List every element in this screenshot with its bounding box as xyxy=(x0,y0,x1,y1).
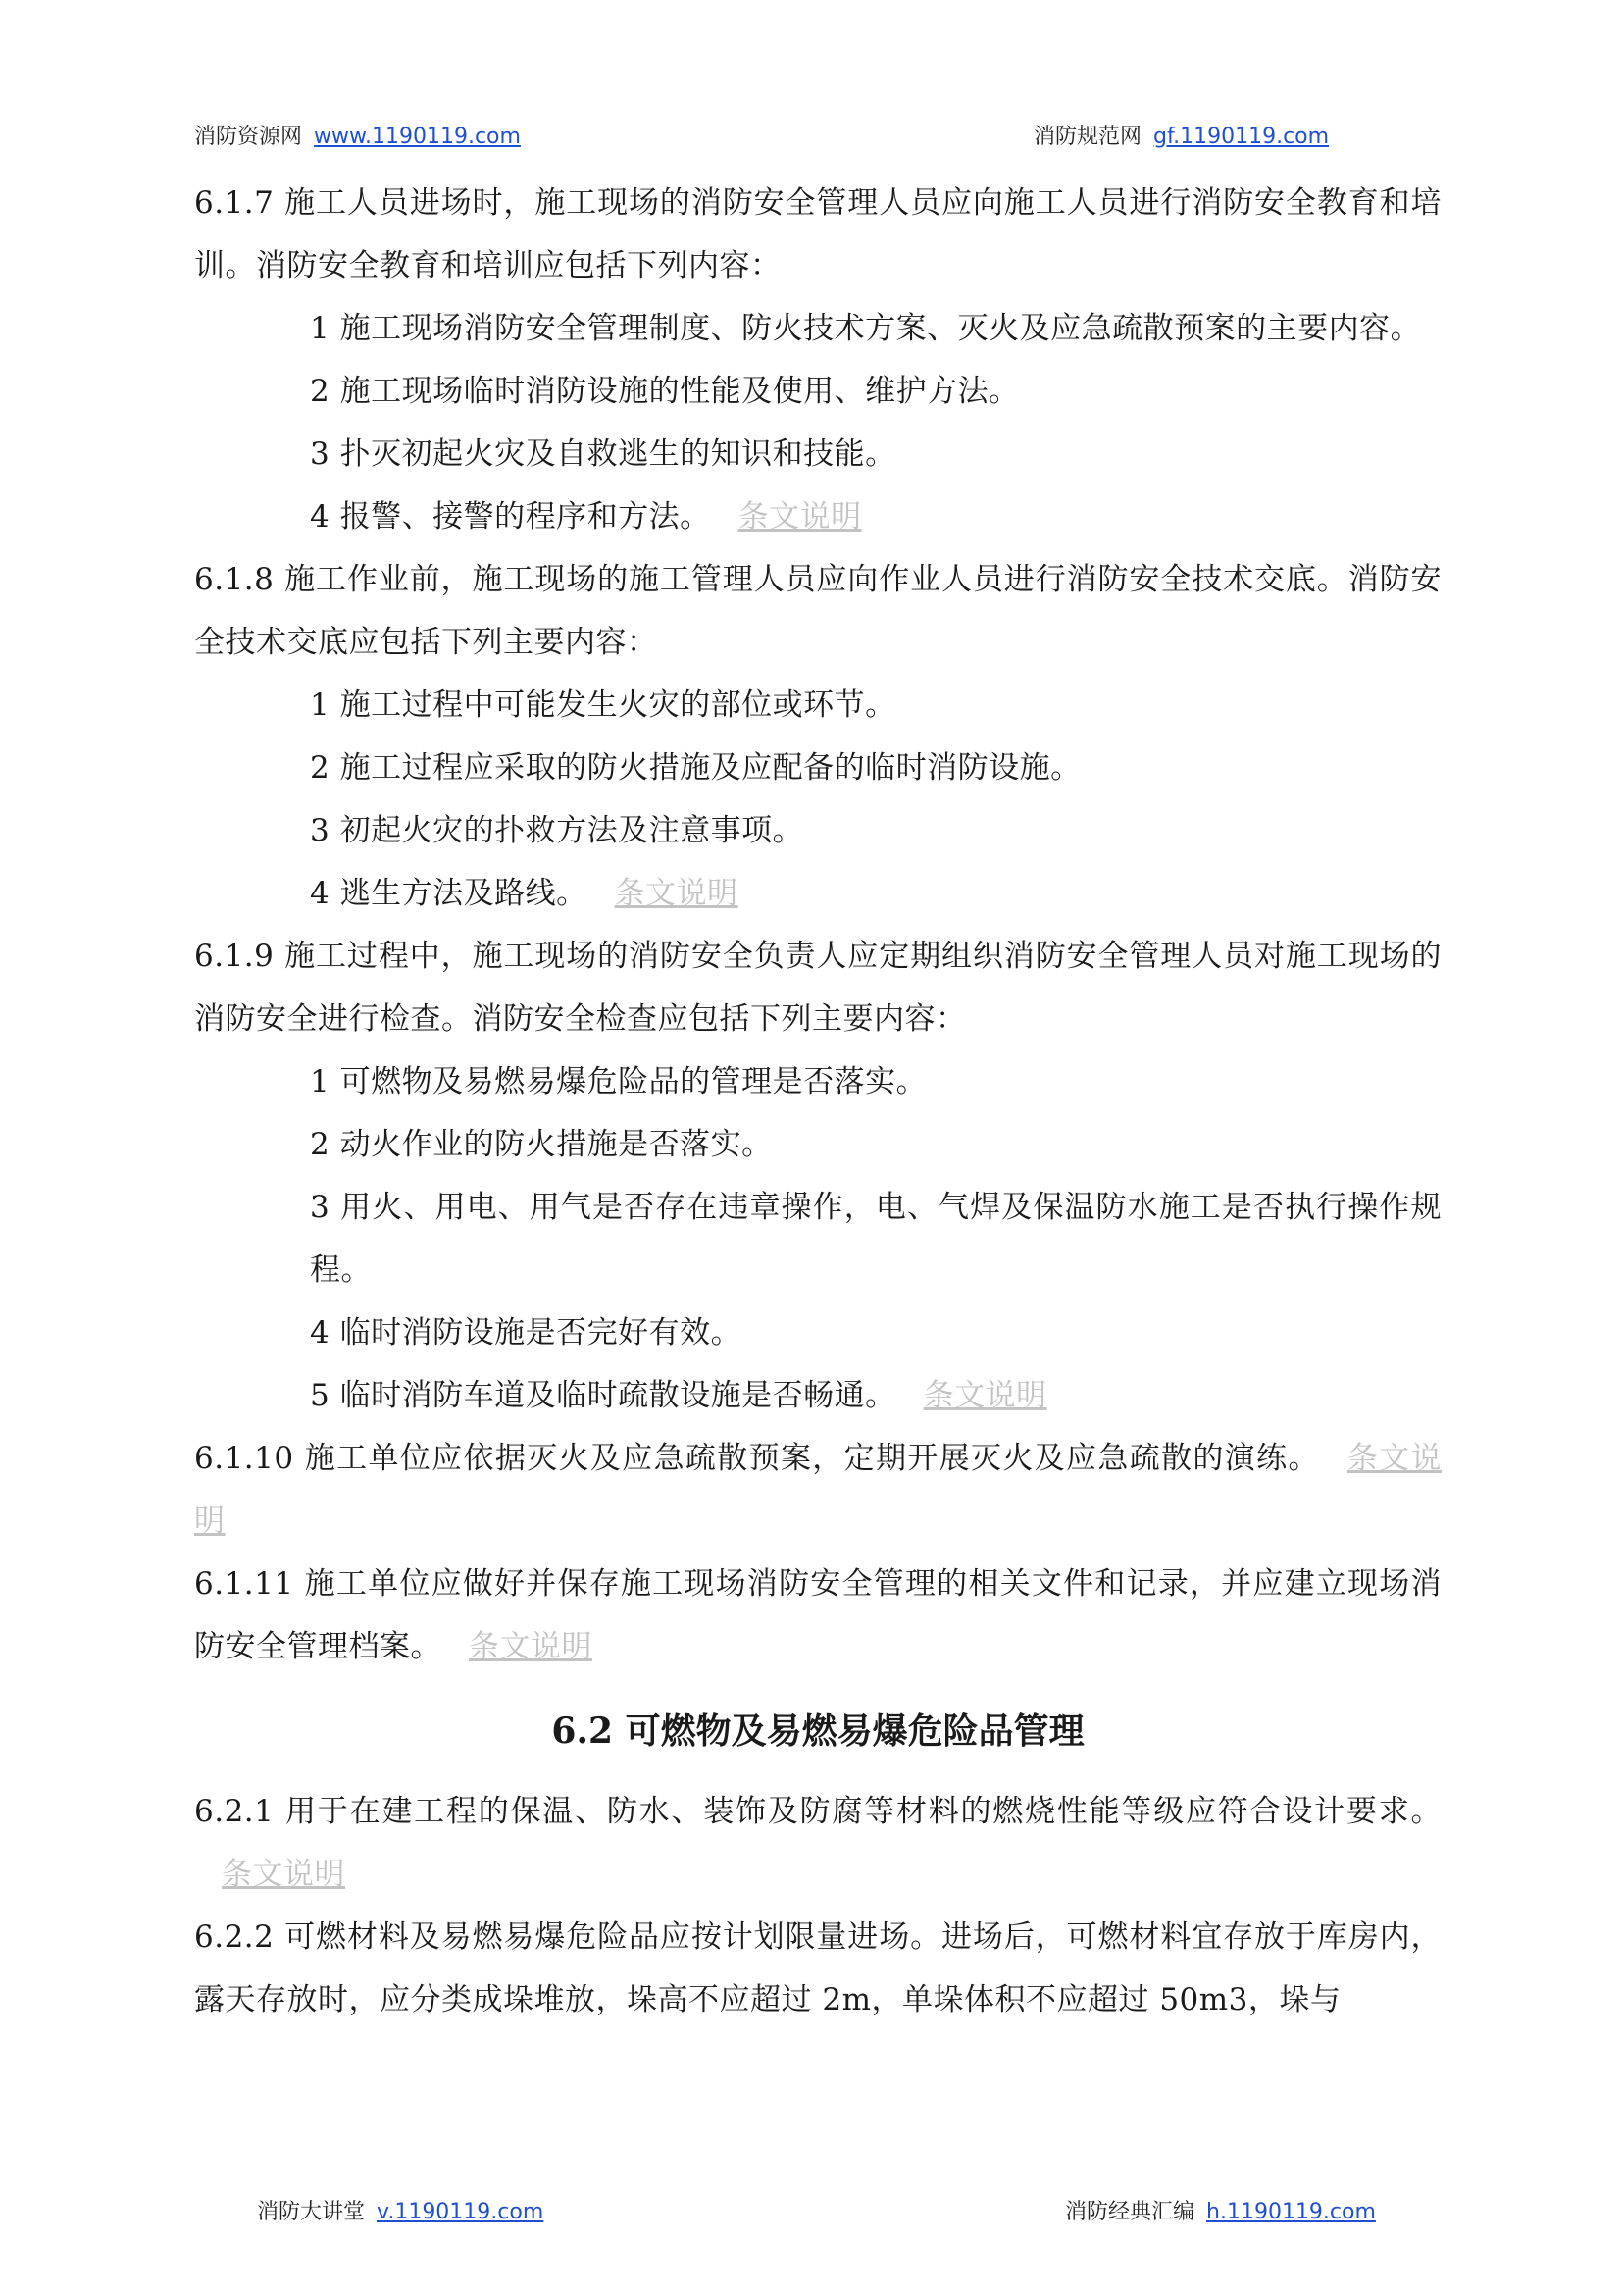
list-item xyxy=(194,737,1442,799)
list-item xyxy=(194,799,1442,862)
clause-paragraph xyxy=(194,1780,1442,1906)
page-header-right xyxy=(1034,120,1329,150)
list-item xyxy=(194,1364,1442,1427)
paragraph-text: 6.1.10 施工单位应依据灭火及应急疏散预案，定期开展灭火及应急疏散的演练。 xyxy=(194,1441,1320,1476)
footer-right-label: 消防经典汇编 xyxy=(1065,2200,1195,2224)
footer-right-link[interactable]: h.1190119.com xyxy=(1206,2200,1376,2224)
clause-explanation-link[interactable]: 条文说明 xyxy=(923,1378,1047,1413)
paragraph-text: 6.1.8 施工作业前，施工现场的施工管理人员应向作业人员进行消防安全技术交底。消防安全技术交底应包括下列主要内容： xyxy=(194,562,1442,660)
paragraph-text: 6.1.9 施工过程中，施工现场的消防安全负责人应定期组织消防安全管理人员对施工现场的消防安全进行检查。消防安全检查应包括下列主要内容： xyxy=(194,939,1442,1037)
paragraph-text: 4 临时消防设施是否完好有效。 xyxy=(310,1315,742,1351)
paragraph-text: 3 扑灭初起火灾及自救逃生的知识和技能。 xyxy=(310,436,896,472)
list-item xyxy=(194,862,1442,925)
paragraph-text: 6.2.2 可燃材料及易燃易爆危险品应按计划限量进场。进场后，可燃材料宜存放于库房内，露天存放时，应分类成垛堆放，垛高不应超过 2m，单垛体积不应超过 50m3，垛与 xyxy=(194,1919,1442,2017)
clause-explanation-link[interactable]: 条文说明 xyxy=(737,499,862,535)
clause-explanation-link[interactable]: 条文说明 xyxy=(614,876,738,911)
paragraph-text: 6.1.11 施工单位应做好并保存施工现场消防安全管理的相关文件和记录，并应建立现场消防安全管理档案。 xyxy=(194,1566,1442,1664)
list-item xyxy=(194,1113,1442,1176)
list-item xyxy=(194,674,1442,737)
paragraph-text: 2 施工现场临时消防设施的性能及使用、维护方法。 xyxy=(310,374,1020,409)
footer-left-link[interactable]: v.1190119.com xyxy=(377,2200,544,2224)
paragraph-text: 4 报警、接警的程序和方法。 xyxy=(310,499,711,535)
paragraph-text: 6.1.7 施工人员进场时，施工现场的消防安全管理人员应向施工人员进行消防安全教育和培训。消防安全教育和培训应包括下列内容： xyxy=(194,185,1442,283)
paragraph-text: 3 用火、用电、用气是否存在违章操作，电、气焊及保温防水施工是否执行操作规程。 xyxy=(310,1190,1442,1288)
clause-paragraph xyxy=(194,925,1442,1050)
list-item xyxy=(194,360,1442,423)
clause-explanation-link[interactable]: 条文说明 xyxy=(194,1441,1443,1539)
list-item xyxy=(194,1050,1442,1113)
paragraph-text: 2 动火作业的防火措施是否落实。 xyxy=(310,1127,773,1162)
page-header-left xyxy=(194,120,521,150)
clause-explanation-link[interactable]: 条文说明 xyxy=(222,1857,345,1892)
paragraph-text: 1 施工现场消防安全管理制度、防火技术方案、灭火及应急疏散预案的主要内容。 xyxy=(310,311,1422,346)
list-item xyxy=(194,1301,1442,1364)
clause-paragraph xyxy=(194,548,1442,674)
paragraph-text: 2 施工过程应采取的防火措施及应配备的临时消防设施。 xyxy=(310,750,1082,786)
clause-paragraph xyxy=(194,172,1442,297)
footer-left-label: 消防大讲堂 xyxy=(257,2200,366,2224)
paragraph-text: 6.2.1 用于在建工程的保温、防水、装饰及防腐等材料的燃烧性能等级应符合设计要求。 xyxy=(194,1794,1442,1829)
list-item xyxy=(194,485,1442,548)
header-left-link[interactable]: www.1190119.com xyxy=(314,125,521,149)
paragraph-text: 4 逃生方法及路线。 xyxy=(310,876,587,911)
clause-paragraph xyxy=(194,1427,1442,1553)
page-footer-right xyxy=(1065,2195,1376,2225)
header-left-label: 消防资源网 xyxy=(194,125,303,149)
list-item xyxy=(194,1176,1442,1301)
header-right-label: 消防规范网 xyxy=(1034,125,1142,149)
page-footer-left xyxy=(257,2195,543,2225)
paragraph-text: 3 初起火灾的扑救方法及注意事项。 xyxy=(310,813,804,848)
header-right-link[interactable]: gf.1190119.com xyxy=(1153,125,1330,149)
paragraph-text: 1 可燃物及易燃易爆危险品的管理是否落实。 xyxy=(310,1064,928,1099)
document-body xyxy=(194,172,1442,2031)
paragraph-text: 5 临时消防车道及临时疏散设施是否畅通。 xyxy=(310,1378,896,1413)
clause-paragraph xyxy=(194,1906,1442,2031)
list-item xyxy=(194,297,1442,360)
paragraph-text: 1 施工过程中可能发生火灾的部位或环节。 xyxy=(310,688,896,723)
paragraph-text: 6.2 可燃物及易燃易爆危险品管理 xyxy=(551,1710,1085,1752)
list-item xyxy=(194,423,1442,485)
clause-paragraph xyxy=(194,1553,1442,1678)
clause-explanation-link[interactable]: 条文说明 xyxy=(469,1629,592,1664)
section-heading xyxy=(194,1700,1442,1762)
